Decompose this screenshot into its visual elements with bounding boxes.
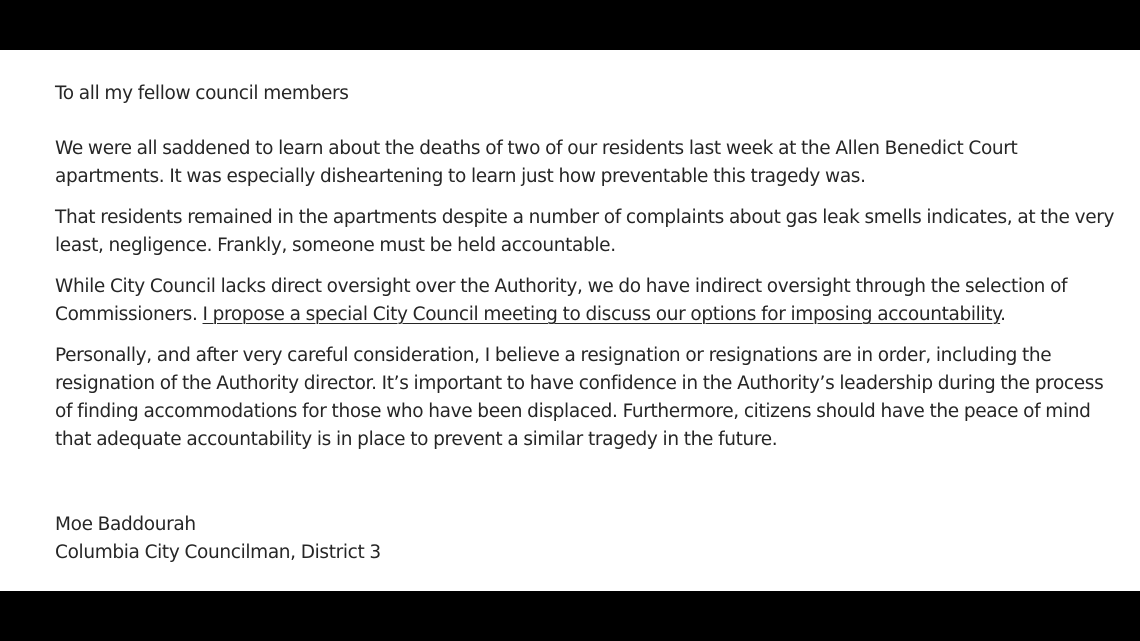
salutation: To all my fellow council members (55, 83, 349, 104)
letter-page (0, 50, 1140, 591)
signature-name: Moe Baddourah (55, 514, 196, 535)
paragraph-resignation: Personally, and after very careful consideration, I believe a resignation or resignations are in order, including the resignation of the Authority director. It’s important to have confidence in the Authority’s leadership during the process of finding accommodations for those who have been displaced. Furthermore, citizens should have the peace of mind that adequate accountability is in place to prevent a similar tragedy in the future. (55, 345, 1104, 450)
paragraph-oversight (55, 273, 1115, 329)
signature-title: Columbia City Councilman, District 3 (55, 542, 381, 563)
paragraph-deaths: We were all saddened to learn about the deaths of two of our residents last week at the Allen Benedict Court apartments. It was especially disheartening to learn just how preventable this tragedy was. (55, 138, 1018, 187)
paragraph-oversight-lead: While City Council lacks direct oversight over the Authority, we do have indirect oversight through the selection of Commissioners. (55, 276, 1068, 325)
paragraph-oversight-tail: . (1000, 304, 1006, 325)
signature-block (55, 511, 1115, 567)
letter-body (55, 80, 1115, 567)
proposal-meeting-link[interactable]: I propose a special City Council meeting to discuss our options for imposing accountability (202, 304, 1001, 325)
paragraph-negligence: That residents remained in the apartments despite a number of complaints about gas leak smells indicates, at the very least, negligence. Frankly, someone must be held accountable. (55, 207, 1115, 256)
